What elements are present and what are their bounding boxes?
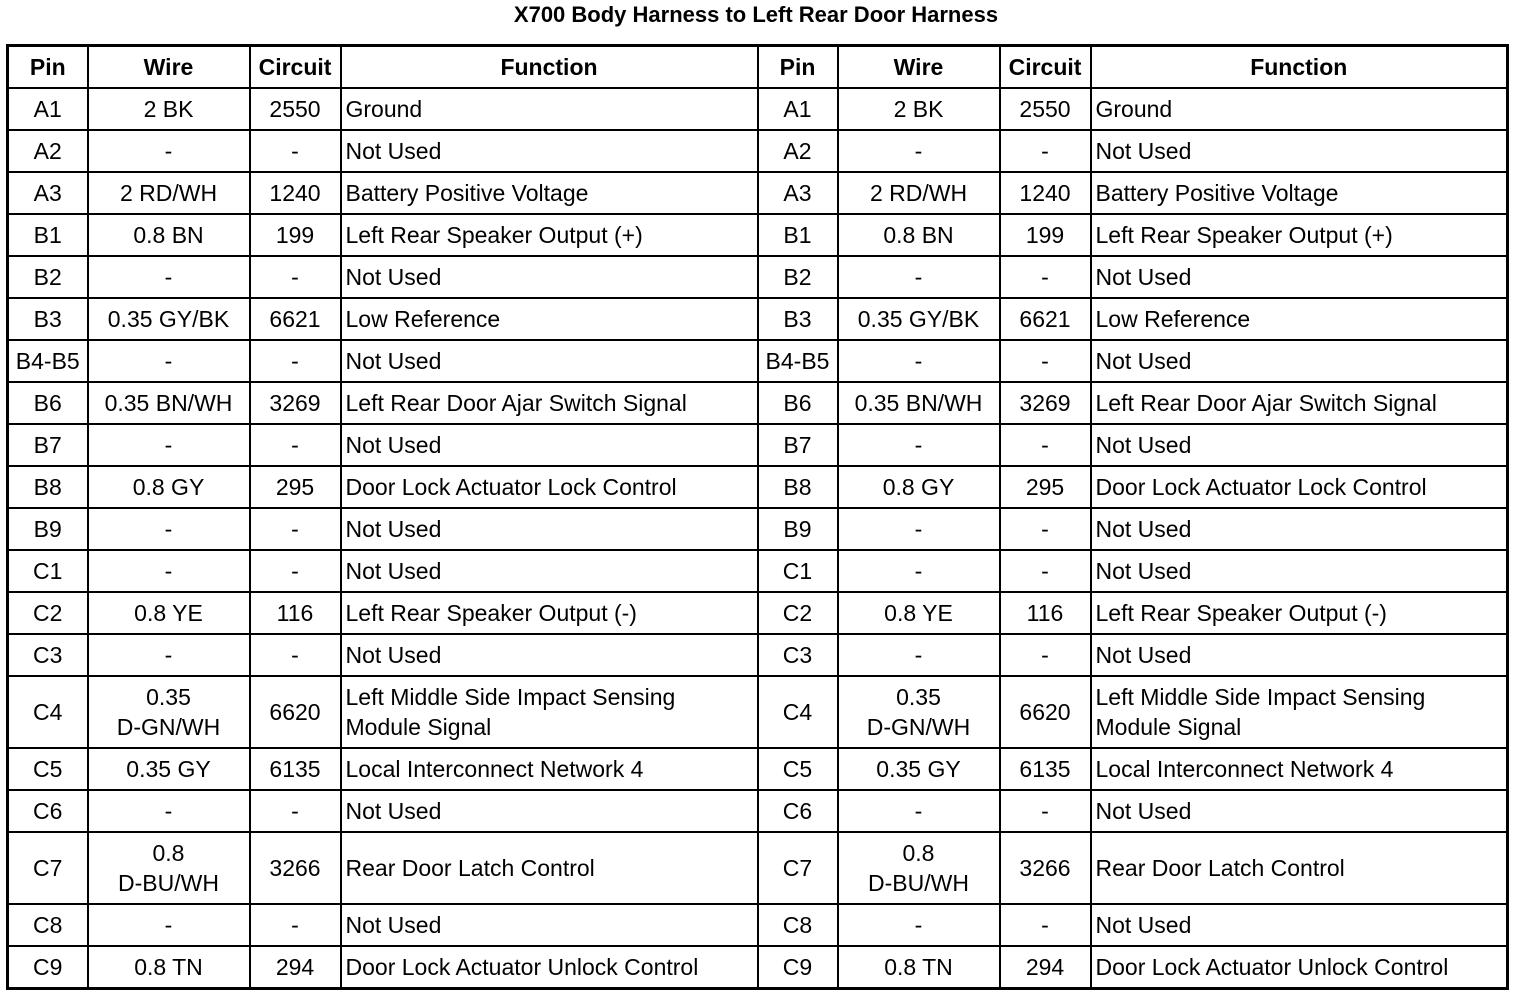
cell-line: Left Rear Door Ajar Switch Signal bbox=[345, 390, 687, 416]
cell-line: - bbox=[164, 516, 173, 542]
cell-wire bbox=[88, 946, 250, 989]
cell-wire bbox=[838, 88, 1000, 130]
header-function: Function bbox=[1091, 46, 1508, 89]
cell-line: D-BU/WH bbox=[868, 870, 969, 896]
cell-pin: C1 bbox=[8, 550, 88, 592]
cell-line: Left Rear Speaker Output (-) bbox=[1095, 600, 1387, 626]
cell-circuit: 294 bbox=[250, 946, 341, 989]
cell-circuit: - bbox=[250, 550, 341, 592]
cell-function bbox=[1091, 88, 1508, 130]
cell-pin: B8 bbox=[8, 466, 88, 508]
cell-line: 2 RD/WH bbox=[119, 180, 218, 206]
cell-circuit: 3269 bbox=[1000, 382, 1091, 424]
table-row bbox=[8, 382, 1508, 424]
cell-wire bbox=[88, 172, 250, 214]
cell-wire bbox=[838, 634, 1000, 676]
cell-line: 0.8 BN bbox=[883, 222, 954, 248]
cell-pin: C5 bbox=[8, 748, 88, 790]
cell-pin: C2 bbox=[758, 592, 838, 634]
cell-line: 0.35 GY bbox=[126, 756, 211, 782]
cell-line: - bbox=[164, 912, 173, 938]
table-row bbox=[8, 340, 1508, 382]
cell-line: Not Used bbox=[1095, 348, 1192, 374]
cell-pin: C8 bbox=[758, 904, 838, 946]
table-row bbox=[8, 424, 1508, 466]
cell-circuit: 295 bbox=[250, 466, 341, 508]
cell-function bbox=[1091, 634, 1508, 676]
cell-pin: B8 bbox=[758, 466, 838, 508]
cell-wire bbox=[838, 946, 1000, 989]
cell-function bbox=[341, 340, 758, 382]
header-circuit: Circuit bbox=[250, 46, 341, 89]
cell-line: Low Reference bbox=[345, 306, 501, 332]
cell-pin: C1 bbox=[758, 550, 838, 592]
table-row bbox=[8, 634, 1508, 676]
cell-wire bbox=[838, 298, 1000, 340]
cell-function bbox=[1091, 832, 1508, 904]
cell-circuit: - bbox=[1000, 340, 1091, 382]
cell-wire bbox=[88, 340, 250, 382]
cell-pin: C7 bbox=[8, 832, 88, 904]
cell-line: - bbox=[164, 264, 173, 290]
cell-pin: B1 bbox=[8, 214, 88, 256]
cell-pin: B2 bbox=[758, 256, 838, 298]
cell-wire bbox=[88, 748, 250, 790]
table-row bbox=[8, 88, 1508, 130]
cell-line: 0.8 TN bbox=[134, 954, 203, 980]
cell-function bbox=[1091, 748, 1508, 790]
cell-pin: C9 bbox=[8, 946, 88, 989]
cell-function bbox=[1091, 256, 1508, 298]
cell-line: Not Used bbox=[345, 642, 442, 668]
cell-line: Door Lock Actuator Unlock Control bbox=[345, 954, 699, 980]
cell-function bbox=[341, 904, 758, 946]
cell-function bbox=[1091, 214, 1508, 256]
cell-wire bbox=[838, 256, 1000, 298]
cell-line: Local Interconnect Network 4 bbox=[345, 756, 644, 782]
cell-line: - bbox=[914, 558, 923, 584]
cell-circuit: 2550 bbox=[1000, 88, 1091, 130]
cell-line: Not Used bbox=[345, 138, 442, 164]
cell-line: Not Used bbox=[1095, 912, 1192, 938]
cell-function bbox=[341, 466, 758, 508]
cell-line: Left Rear Speaker Output (+) bbox=[1095, 222, 1393, 248]
cell-circuit: 295 bbox=[1000, 466, 1091, 508]
cell-pin: B4-B5 bbox=[758, 340, 838, 382]
cell-line: - bbox=[914, 798, 923, 824]
cell-line: Door Lock Actuator Lock Control bbox=[1095, 474, 1427, 500]
cell-line: - bbox=[914, 912, 923, 938]
cell-line: 0.8 bbox=[152, 840, 185, 866]
cell-line: - bbox=[914, 264, 923, 290]
cell-pin: C6 bbox=[8, 790, 88, 832]
cell-wire bbox=[838, 214, 1000, 256]
cell-line: Battery Positive Voltage bbox=[345, 180, 589, 206]
cell-function bbox=[341, 748, 758, 790]
table-row bbox=[8, 832, 1508, 904]
cell-line: 0.8 bbox=[902, 840, 935, 866]
cell-circuit: 6621 bbox=[1000, 298, 1091, 340]
cell-pin: B7 bbox=[8, 424, 88, 466]
cell-line: Not Used bbox=[1095, 558, 1192, 584]
cell-line: 0.35 GY bbox=[876, 756, 961, 782]
cell-circuit: - bbox=[1000, 904, 1091, 946]
cell-line: 2 BK bbox=[893, 96, 944, 122]
table-row bbox=[8, 298, 1508, 340]
cell-line: Left Middle Side Impact Sensing bbox=[345, 684, 676, 710]
cell-circuit: 6621 bbox=[250, 298, 341, 340]
header-wire: Wire bbox=[88, 46, 250, 89]
cell-circuit: 1240 bbox=[250, 172, 341, 214]
cell-line: Not Used bbox=[345, 432, 442, 458]
cell-line: Rear Door Latch Control bbox=[1095, 855, 1345, 881]
header-function: Function bbox=[341, 46, 758, 89]
cell-wire bbox=[838, 550, 1000, 592]
cell-pin: B2 bbox=[8, 256, 88, 298]
cell-pin: B9 bbox=[8, 508, 88, 550]
cell-line: 0.35 bbox=[146, 684, 191, 710]
table-row bbox=[8, 676, 1508, 748]
cell-line: Module Signal bbox=[345, 714, 492, 740]
cell-line: - bbox=[164, 348, 173, 374]
table-row bbox=[8, 172, 1508, 214]
cell-pin: C4 bbox=[8, 676, 88, 748]
cell-pin: A2 bbox=[758, 130, 838, 172]
cell-circuit: - bbox=[250, 340, 341, 382]
cell-circuit: - bbox=[1000, 550, 1091, 592]
cell-circuit: 116 bbox=[250, 592, 341, 634]
cell-wire bbox=[88, 904, 250, 946]
cell-wire bbox=[838, 904, 1000, 946]
cell-line: Battery Positive Voltage bbox=[1095, 180, 1339, 206]
cell-function bbox=[1091, 508, 1508, 550]
cell-line: 0.35 GY/BK bbox=[857, 306, 980, 332]
cell-line: D-GN/WH bbox=[116, 714, 221, 740]
cell-pin: C7 bbox=[758, 832, 838, 904]
cell-function bbox=[1091, 340, 1508, 382]
cell-pin: B1 bbox=[758, 214, 838, 256]
cell-wire bbox=[88, 256, 250, 298]
cell-line: - bbox=[164, 138, 173, 164]
cell-line: Not Used bbox=[1095, 264, 1192, 290]
cell-wire bbox=[88, 382, 250, 424]
cell-function bbox=[341, 256, 758, 298]
cell-circuit: 6620 bbox=[1000, 676, 1091, 748]
cell-circuit: 6620 bbox=[250, 676, 341, 748]
cell-circuit: 116 bbox=[1000, 592, 1091, 634]
cell-line: Not Used bbox=[1095, 798, 1192, 824]
cell-wire bbox=[88, 508, 250, 550]
header-circuit: Circuit bbox=[1000, 46, 1091, 89]
cell-pin: A2 bbox=[8, 130, 88, 172]
table-row bbox=[8, 904, 1508, 946]
cell-function bbox=[1091, 676, 1508, 748]
cell-line: - bbox=[914, 138, 923, 164]
cell-wire bbox=[838, 172, 1000, 214]
cell-line: 2 BK bbox=[143, 96, 194, 122]
cell-line: 0.8 YE bbox=[884, 600, 953, 626]
cell-line: 2 RD/WH bbox=[869, 180, 968, 206]
cell-function bbox=[341, 508, 758, 550]
cell-line: Ground bbox=[345, 96, 423, 122]
cell-line: 0.35 BN/WH bbox=[854, 390, 983, 416]
cell-line: - bbox=[164, 558, 173, 584]
cell-line: 0.8 TN bbox=[884, 954, 953, 980]
cell-wire bbox=[88, 424, 250, 466]
cell-function bbox=[1091, 790, 1508, 832]
cell-function bbox=[341, 550, 758, 592]
header-pin: Pin bbox=[8, 46, 88, 89]
cell-line: Ground bbox=[1095, 96, 1173, 122]
table-row bbox=[8, 466, 1508, 508]
cell-wire bbox=[88, 214, 250, 256]
pinout-table bbox=[6, 44, 1509, 990]
cell-wire bbox=[838, 676, 1000, 748]
cell-pin: B3 bbox=[8, 298, 88, 340]
cell-wire bbox=[88, 550, 250, 592]
cell-wire bbox=[88, 88, 250, 130]
cell-circuit: - bbox=[250, 790, 341, 832]
cell-line: 0.8 GY bbox=[882, 474, 955, 500]
table-row bbox=[8, 550, 1508, 592]
cell-function bbox=[341, 676, 758, 748]
cell-function bbox=[341, 634, 758, 676]
cell-circuit: 3266 bbox=[250, 832, 341, 904]
cell-pin: B4-B5 bbox=[8, 340, 88, 382]
cell-line: 0.35 bbox=[896, 684, 941, 710]
cell-circuit: 3269 bbox=[250, 382, 341, 424]
cell-function bbox=[341, 382, 758, 424]
cell-line: - bbox=[914, 432, 923, 458]
cell-wire bbox=[88, 592, 250, 634]
cell-line: Not Used bbox=[1095, 432, 1192, 458]
header-row bbox=[8, 46, 1508, 89]
cell-line: 0.8 YE bbox=[134, 600, 203, 626]
cell-line: 0.35 GY/BK bbox=[107, 306, 230, 332]
cell-line: Local Interconnect Network 4 bbox=[1095, 756, 1394, 782]
cell-pin: C5 bbox=[758, 748, 838, 790]
cell-line: - bbox=[914, 348, 923, 374]
cell-pin: A1 bbox=[8, 88, 88, 130]
cell-wire bbox=[838, 592, 1000, 634]
cell-circuit: - bbox=[250, 424, 341, 466]
header-pin: Pin bbox=[758, 46, 838, 89]
cell-function bbox=[1091, 592, 1508, 634]
cell-line: Left Rear Door Ajar Switch Signal bbox=[1095, 390, 1437, 416]
cell-wire bbox=[838, 748, 1000, 790]
cell-pin: C2 bbox=[8, 592, 88, 634]
header-wire: Wire bbox=[838, 46, 1000, 89]
cell-wire bbox=[88, 466, 250, 508]
cell-line: - bbox=[914, 642, 923, 668]
cell-pin: C9 bbox=[758, 946, 838, 989]
cell-line: Left Middle Side Impact Sensing bbox=[1095, 684, 1426, 710]
cell-circuit: - bbox=[250, 508, 341, 550]
cell-line: Not Used bbox=[345, 516, 442, 542]
cell-wire bbox=[838, 382, 1000, 424]
cell-function bbox=[341, 298, 758, 340]
cell-circuit: - bbox=[1000, 634, 1091, 676]
cell-wire bbox=[838, 130, 1000, 172]
cell-line: Left Rear Speaker Output (-) bbox=[345, 600, 637, 626]
cell-wire bbox=[88, 634, 250, 676]
cell-wire bbox=[838, 832, 1000, 904]
cell-function bbox=[1091, 172, 1508, 214]
cell-function bbox=[1091, 946, 1508, 989]
cell-function bbox=[1091, 298, 1508, 340]
cell-circuit: - bbox=[1000, 424, 1091, 466]
cell-line: Not Used bbox=[345, 912, 442, 938]
cell-circuit: 1240 bbox=[1000, 172, 1091, 214]
cell-wire bbox=[88, 790, 250, 832]
cell-function bbox=[341, 946, 758, 989]
cell-function bbox=[1091, 382, 1508, 424]
cell-pin: A3 bbox=[8, 172, 88, 214]
table-row bbox=[8, 592, 1508, 634]
table-row bbox=[8, 790, 1508, 832]
cell-pin: B3 bbox=[758, 298, 838, 340]
cell-function bbox=[1091, 466, 1508, 508]
cell-wire bbox=[88, 676, 250, 748]
cell-circuit: 294 bbox=[1000, 946, 1091, 989]
cell-circuit: 199 bbox=[250, 214, 341, 256]
cell-line: 0.8 BN bbox=[133, 222, 204, 248]
cell-wire bbox=[838, 466, 1000, 508]
cell-pin: B6 bbox=[758, 382, 838, 424]
cell-line: Low Reference bbox=[1095, 306, 1251, 332]
cell-circuit: - bbox=[250, 130, 341, 172]
cell-line: D-BU/WH bbox=[118, 870, 219, 896]
cell-function bbox=[341, 790, 758, 832]
cell-line: Not Used bbox=[345, 264, 442, 290]
page-title: X700 Body Harness to Left Rear Door Harness bbox=[513, 2, 999, 27]
cell-circuit: - bbox=[250, 634, 341, 676]
cell-line: Not Used bbox=[345, 348, 442, 374]
cell-circuit: - bbox=[250, 256, 341, 298]
cell-function bbox=[1091, 130, 1508, 172]
cell-function bbox=[341, 832, 758, 904]
table-row bbox=[8, 748, 1508, 790]
cell-line: D-GN/WH bbox=[866, 714, 971, 740]
cell-function bbox=[341, 130, 758, 172]
cell-pin: C4 bbox=[758, 676, 838, 748]
cell-line: Module Signal bbox=[1095, 714, 1242, 740]
cell-wire bbox=[838, 340, 1000, 382]
cell-line: Not Used bbox=[345, 558, 442, 584]
cell-line: Not Used bbox=[345, 798, 442, 824]
cell-function bbox=[1091, 904, 1508, 946]
cell-circuit: - bbox=[250, 904, 341, 946]
cell-function bbox=[1091, 550, 1508, 592]
table-row bbox=[8, 214, 1508, 256]
cell-line: - bbox=[914, 516, 923, 542]
table-body bbox=[8, 88, 1508, 989]
cell-line: Rear Door Latch Control bbox=[345, 855, 595, 881]
cell-function bbox=[341, 172, 758, 214]
cell-wire bbox=[88, 130, 250, 172]
cell-line: - bbox=[164, 798, 173, 824]
cell-wire bbox=[838, 424, 1000, 466]
cell-function bbox=[341, 592, 758, 634]
cell-circuit: 6135 bbox=[1000, 748, 1091, 790]
cell-pin: C3 bbox=[758, 634, 838, 676]
cell-line: Left Rear Speaker Output (+) bbox=[345, 222, 643, 248]
cell-line: - bbox=[164, 642, 173, 668]
table-row bbox=[8, 508, 1508, 550]
cell-wire bbox=[88, 298, 250, 340]
cell-line: Not Used bbox=[1095, 138, 1192, 164]
cell-line: Not Used bbox=[1095, 516, 1192, 542]
cell-line: Door Lock Actuator Lock Control bbox=[345, 474, 677, 500]
cell-pin: C8 bbox=[8, 904, 88, 946]
cell-wire bbox=[838, 508, 1000, 550]
table-row bbox=[8, 130, 1508, 172]
cell-pin: B7 bbox=[758, 424, 838, 466]
cell-function bbox=[341, 88, 758, 130]
cell-function bbox=[341, 214, 758, 256]
table-row bbox=[8, 256, 1508, 298]
cell-function bbox=[341, 424, 758, 466]
cell-function bbox=[1091, 424, 1508, 466]
cell-pin: B9 bbox=[758, 508, 838, 550]
cell-circuit: 3266 bbox=[1000, 832, 1091, 904]
cell-pin: C3 bbox=[8, 634, 88, 676]
cell-line: Door Lock Actuator Unlock Control bbox=[1095, 954, 1449, 980]
cell-circuit: 6135 bbox=[250, 748, 341, 790]
cell-pin: A1 bbox=[758, 88, 838, 130]
cell-circuit: 199 bbox=[1000, 214, 1091, 256]
table-row bbox=[8, 946, 1508, 989]
cell-pin: A3 bbox=[758, 172, 838, 214]
cell-circuit: 2550 bbox=[250, 88, 341, 130]
cell-pin: C6 bbox=[758, 790, 838, 832]
cell-line: Not Used bbox=[1095, 642, 1192, 668]
cell-circuit: - bbox=[1000, 790, 1091, 832]
cell-wire bbox=[838, 790, 1000, 832]
cell-wire bbox=[88, 832, 250, 904]
cell-circuit: - bbox=[1000, 508, 1091, 550]
cell-pin: B6 bbox=[8, 382, 88, 424]
cell-circuit: - bbox=[1000, 130, 1091, 172]
cell-circuit: - bbox=[1000, 256, 1091, 298]
cell-line: 0.8 GY bbox=[132, 474, 205, 500]
cell-line: - bbox=[164, 432, 173, 458]
cell-line: 0.35 BN/WH bbox=[104, 390, 233, 416]
